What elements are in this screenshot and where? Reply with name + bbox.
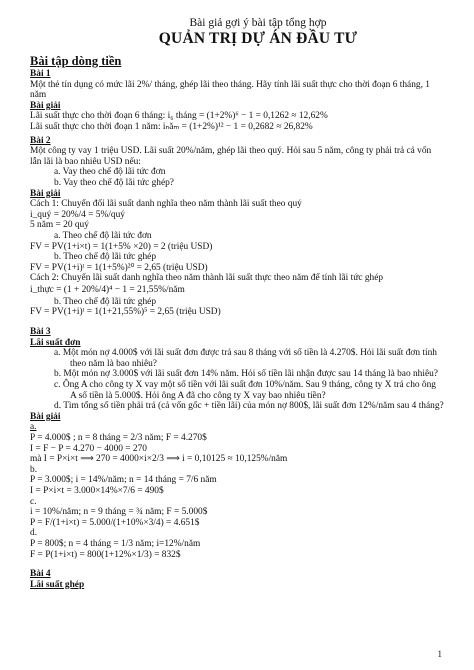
exercise-3-part-c-label: c. xyxy=(30,496,37,507)
page-number: 1 xyxy=(437,649,442,660)
exercise-3-part-a-label: a. xyxy=(30,422,37,433)
exercise-3-solution-heading: Bài giải xyxy=(30,411,61,422)
exercise-2-method-1-compound-formula: FV = PV(1+i)ᵗ = 1(1+5%)²⁰ = 2,65 (triệu USD) xyxy=(30,262,208,273)
exercise-2-method-2-effective-rate: i_thực = (1 + 20%/4)⁴ − 1 = 21,55%/năm xyxy=(30,284,185,295)
exercise-2-method-1-simple-label: a. Theo chế độ lãi tức đơn xyxy=(54,230,152,241)
exercise-1-heading: Bài 1 xyxy=(30,69,51,79)
exercise-3-part-a-line-3: mà I = P×i×t ⟹ 270 = 4000×i×2/3 ⟹ i = 0,10125 ≈ 10,125%/năm xyxy=(30,454,288,465)
exercise-3-heading: Bài 3 xyxy=(30,327,51,338)
exercise-2-option-a: a. Vay theo chế độ lãi tức đơn xyxy=(54,167,166,178)
exercise-1-solution-line-1: Lãi suất thực cho thời đoạn 6 tháng: i₆ tháng = (1+2%)⁶ − 1 = 0,1262 ≈ 12,62% xyxy=(30,111,328,122)
exercise-3-question-d: d. Tìm tổng số tiền phải trả (cả vốn gốc + tiền lãi) của món nợ 800$, lãi suất đơn 12%/năm sau 4 tháng? xyxy=(54,401,444,412)
exercise-2-method-1-simple-formula: FV = PV(1+i×t) = 1(1+5% ×20) = 2 (triệu USD) xyxy=(30,241,213,252)
exercise-2-method-1-compound-label: b. Theo chế độ lãi tức ghép xyxy=(54,252,157,263)
exercise-3-question-c-line-2: A số tiền là 5.000$. Hỏi ông A đã cho công ty X vay bao nhiêu tiền? xyxy=(70,390,326,401)
exercise-3-part-b-line-2: I = P×i×t = 3.000×14%×7/6 = 490$ xyxy=(30,485,164,496)
document-subtitle: Bài giả gợi ý bài tập tổng hợp xyxy=(189,17,327,29)
exercise-3-part-d-line-2: F = P(1+i×t) = 800(1+12%×1/3) = 832$ xyxy=(30,549,181,560)
exercise-3-part-c-line-1: i = 10%/năm; n = 9 tháng = ¾ năm; F = 5.000$ xyxy=(30,507,208,518)
exercise-3-question-a-line-1: a. Một món nợ 4.000$ với lãi suất đơn được trả sau 8 tháng với số tiền là 4.270$. Hỏi lãi suất đơn tính xyxy=(54,348,437,359)
exercise-2-method-1-periods: 5 năm = 20 quý xyxy=(30,220,89,231)
exercise-1-solution-heading: Bài giải xyxy=(30,100,61,111)
exercise-4-heading: Bài 4 xyxy=(30,569,51,580)
exercise-1-solution-line-2: Lãi suất thực cho thời đoạn 1 năm: iₙăₘ = (1+2%)¹² − 1 = 0,2682 ≈ 26,82% xyxy=(30,121,313,132)
document-title: QUẢN TRỊ DỰ ÁN ĐẦU TƯ xyxy=(158,30,358,47)
exercise-3-part-d-line-1: P = 800$; n = 4 tháng = 1/3 năm; i=12%/năm xyxy=(30,538,201,549)
exercise-2-solution-heading: Bài giải xyxy=(30,188,61,199)
exercise-2-method-1: Cách 1: Chuyển đổi lãi suất danh nghĩa theo năm thành lãi suất theo quý xyxy=(30,199,302,210)
page-content xyxy=(30,16,450,590)
exercise-2-question-line-2: lẫn lãi là bao nhiêu USD nếu: xyxy=(30,156,141,167)
exercise-3-question-b: b. Một món nợ 3.000$ với lãi suất đơn 14% năm. Hỏi số tiền lãi nhận được sau 14 tháng là bao nhiêu? xyxy=(54,369,438,380)
exercise-3-part-b-line-1: P = 3.000$; i = 14%/năm; n = 14 tháng = 7/6 năm xyxy=(30,475,217,486)
exercise-3-part-a-line-1: P = 4.000$ ; n = 8 tháng = 2/3 năm; F = 4.270$ xyxy=(30,433,207,443)
exercise-3-question-a-line-2: theo năm là bao nhiêu? xyxy=(70,358,157,369)
exercise-2-heading: Bài 2 xyxy=(30,135,51,146)
exercise-3-subheading: Lãi suất đơn xyxy=(30,337,81,348)
exercise-3-part-c-line-2: P = F/(1+i×t) = 5.000/(1+10%×3/4) = 4.651$ xyxy=(30,517,200,528)
exercise-3-part-b-label: b. xyxy=(30,464,38,475)
exercise-1-question-line-1: Một thẻ tín dụng có mức lãi 2%/ tháng, ghép lãi theo tháng. Hãy tính lãi suất thực cho thời đoạn 6 tháng, 1 xyxy=(30,79,430,90)
exercise-2-method-2-compound-formula: FV = PV(1+i)ᵗ = 1(1+21,55%)⁵ = 2,65 (triệu USD) xyxy=(30,307,221,318)
exercise-2-option-b: b. Vay theo chế độ lãi tức ghép? xyxy=(54,177,174,188)
exercise-3-part-a-line-2: I = F − P = 4.270 − 4000 = 270 xyxy=(30,443,147,454)
exercise-3-question-c-line-1: c. Ông A cho công ty X vay một số tiền với lãi suất đơn 10%/năm. Sau 9 tháng, công ty X trả cho ông xyxy=(54,380,436,391)
exercise-2-method-2-compound-label: b. Theo chế độ lãi tức ghép xyxy=(54,296,157,307)
exercise-1-question-line-2: năm xyxy=(30,90,47,101)
exercise-2-method-1-rate: i_quý = 20%/4 = 5%/quý xyxy=(30,209,125,220)
exercise-3-part-d-label: d. xyxy=(30,528,38,539)
exercise-4-subheading: Lãi suất ghép xyxy=(30,579,85,590)
section-title: Bài tập dòng tiền xyxy=(30,54,122,68)
exercise-2-question-line-1: Một công ty vay 1 triệu USD. Lãi suất 20%/năm, ghép lãi theo quý. Hỏi sau 5 năm, công ty phải trả cả vốn xyxy=(30,146,432,157)
exercise-2-method-2: Cách 2: Chuyển lãi suất danh nghĩa theo năm thành lãi suất thực theo năm để tính lãi tức ghép xyxy=(30,273,384,284)
